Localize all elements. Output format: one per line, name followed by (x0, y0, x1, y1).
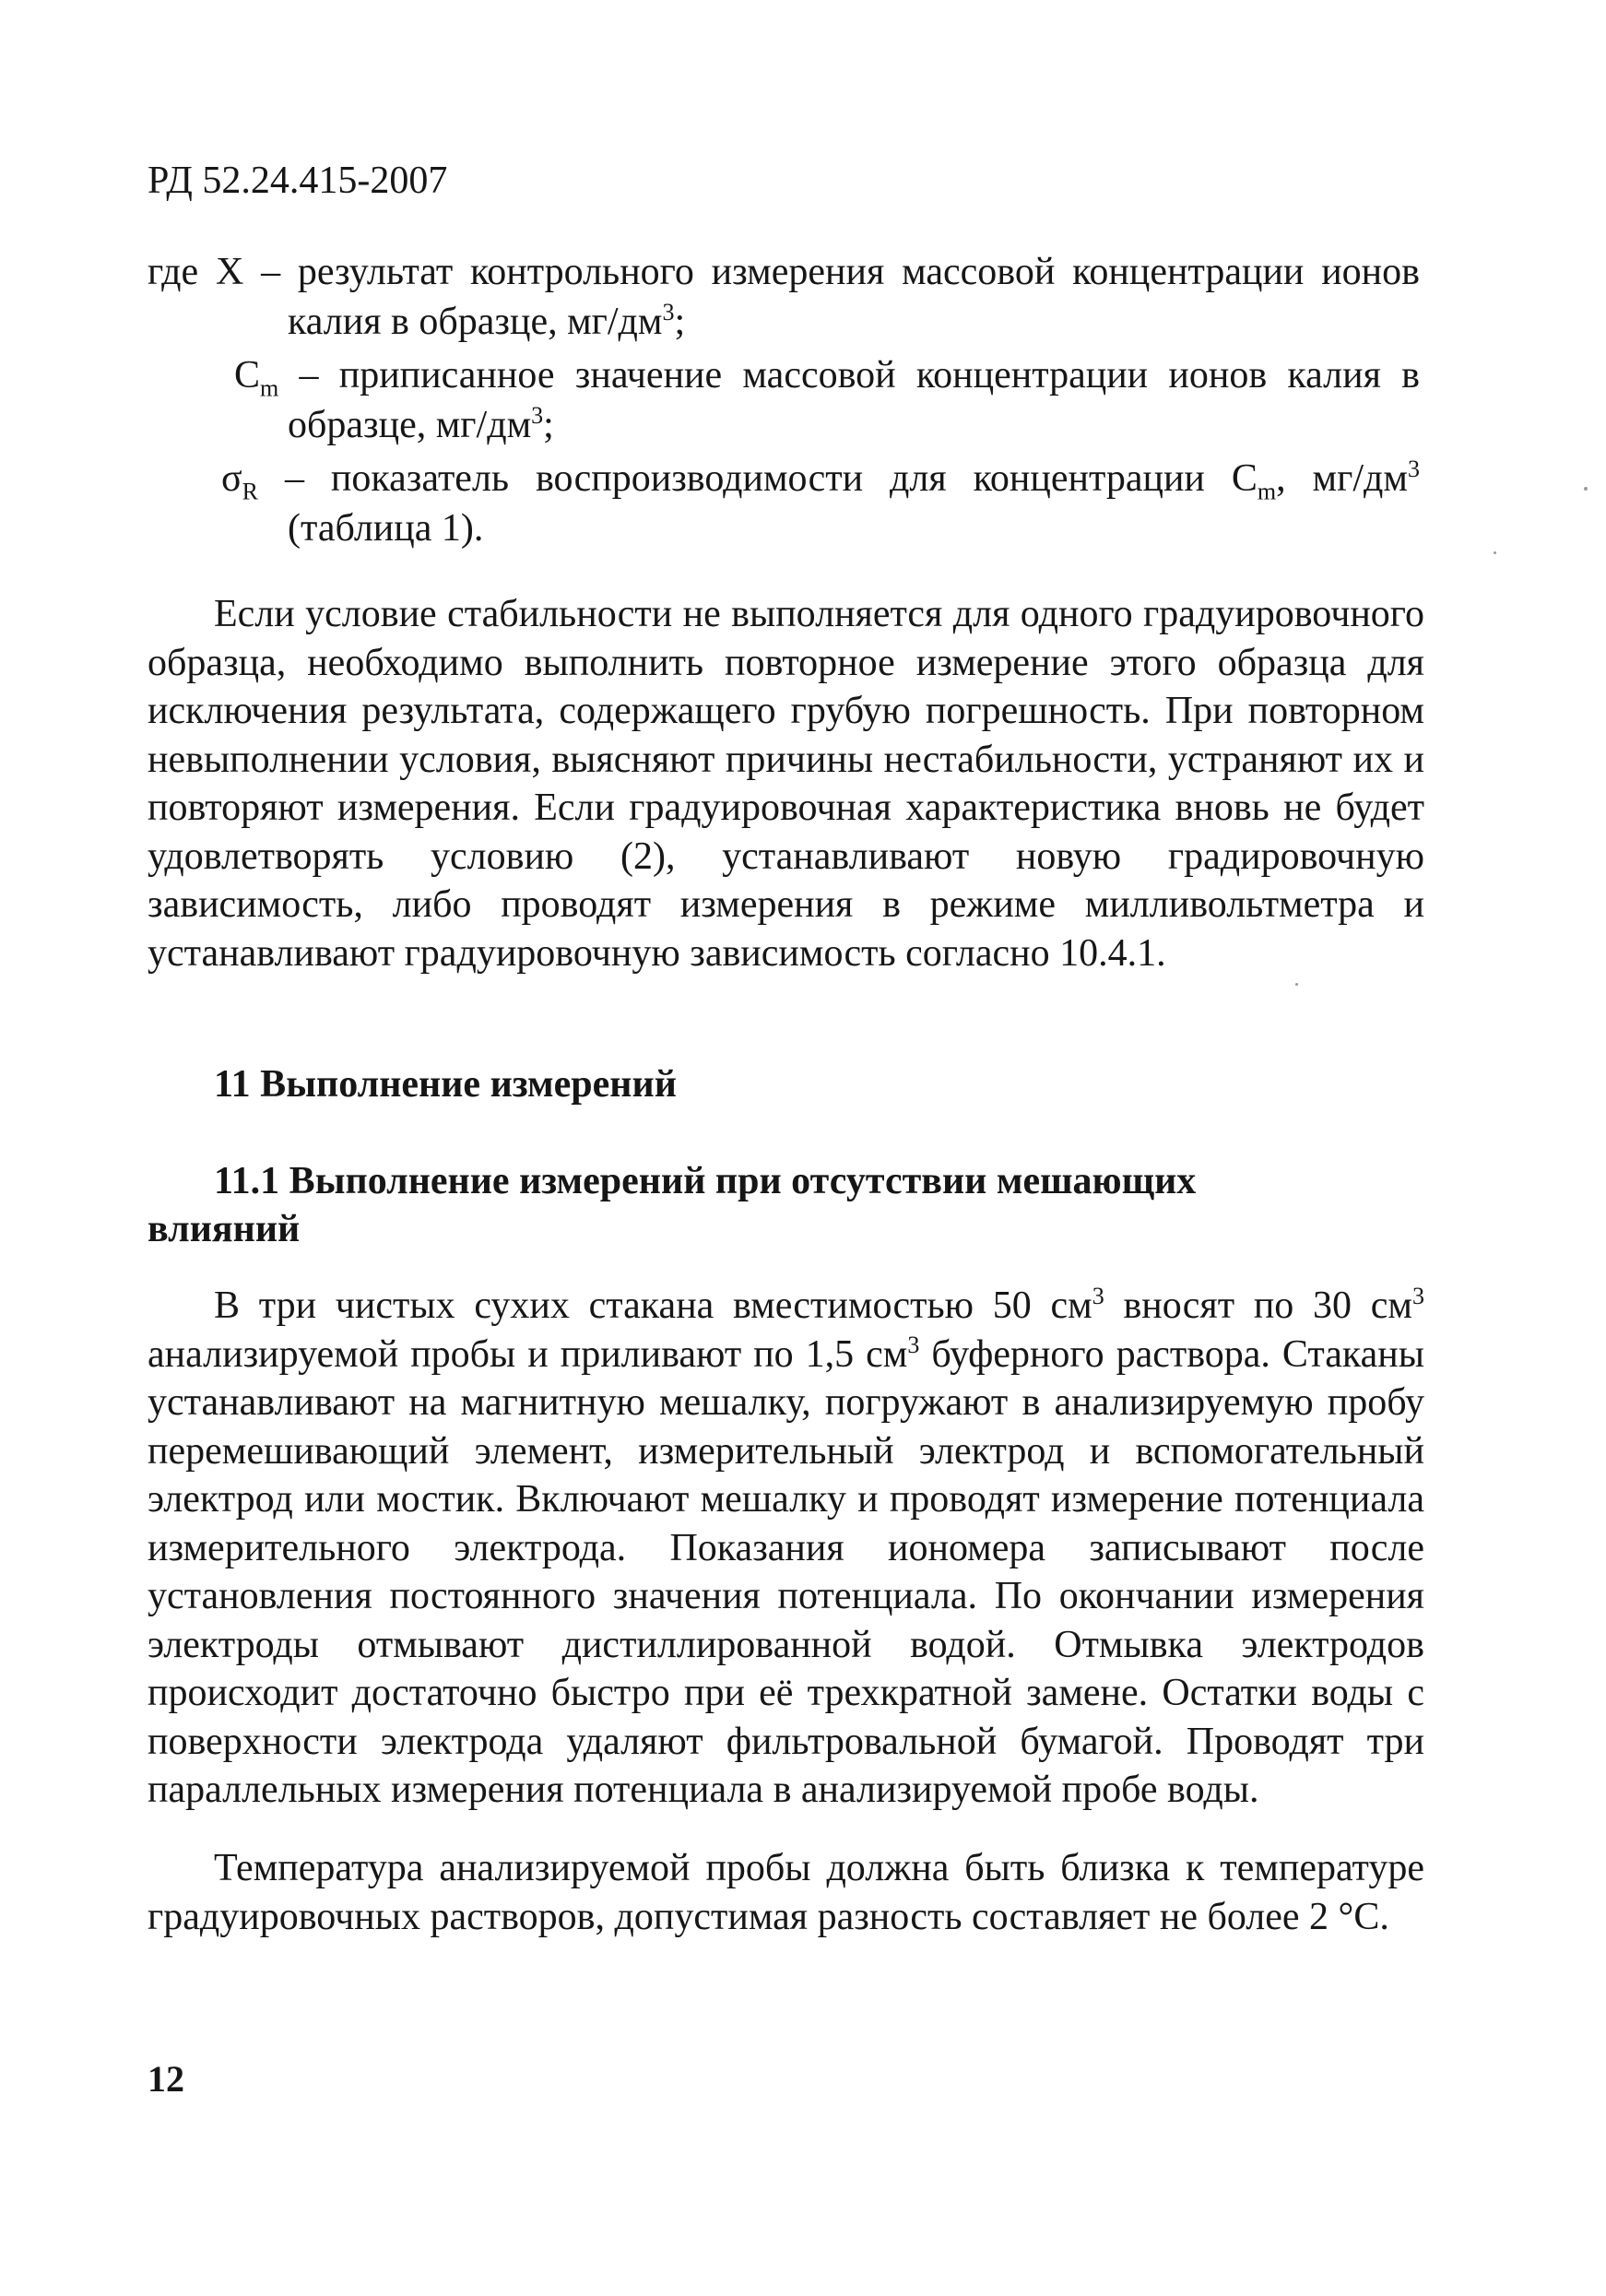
definition-x (148, 247, 1420, 347)
paragraph-measurement-procedure (148, 1282, 1424, 1815)
document-id: РД 52.24.415-2007 (148, 160, 448, 202)
scan-speck (1494, 551, 1496, 554)
paragraph2-exponent1: 3 (1092, 1283, 1104, 1309)
scan-speck (1295, 983, 1298, 986)
section-title: 11 Выполнение измерений (214, 1063, 677, 1106)
definition-x-exponent: 3 (662, 299, 675, 325)
definition-x-lead: где X – (148, 251, 298, 293)
page-number: 12 (148, 2058, 184, 2100)
paragraph2-exponent3: 3 (907, 1331, 920, 1358)
paragraph2-part2: вносят по 30 см (1104, 1284, 1412, 1327)
definition-sigma-text2: , мг/дм (1276, 457, 1408, 500)
definition-sigma-symbol-subscript: R (242, 478, 259, 505)
paragraph2-exponent2: 3 (1411, 1283, 1424, 1309)
symbol-definitions (148, 247, 1420, 557)
definition-sigma-text1: – показатель воспроизводимости для концентрации C (258, 457, 1258, 500)
definition-sigma-symbol: σ (221, 457, 242, 500)
definition-sigma-tail: (таблица 1). (288, 507, 484, 550)
definition-sigma-text1-subscript: m (1257, 478, 1277, 505)
definition-x-tail: ; (674, 301, 686, 343)
definition-cm-exponent: 3 (531, 402, 544, 429)
paragraph2-part1: В три чистых сухих стакана вместимостью 50 см (214, 1284, 1092, 1327)
definition-cm-text: – приписанное значение массовой концентрации ионов калия в образце, мг/дм (278, 354, 1420, 446)
definition-cm-tail: ; (543, 404, 554, 446)
paragraph-temperature: Температура анализируемой пробы должна быть близка к температуре градуировочных растворов, допустимая разность составляет не более 2 °С. (148, 1847, 1424, 1938)
paragraph2-part4: буферного раствора. Стаканы устанавливают на магнитную мешалку, погружают в анализируемую пробу перемешивающий элемент, измерительный электрод и вспомогательный электрод или мостик. Включают мешалку и проводят измерение потенциала измерительного электрода. Показания иономера записывают после установления постоянного значения потенциала. По окончании измерения электроды отмывают дистиллированной водой. Отмывка электродов происходит достаточно быстро при её трехкратной замене. Остатки воды с поверхности электрода удаляют фильтровальной бумагой. Проводят три параллельных измерения потенциала в анализируемой пробе воды. (148, 1332, 1424, 1811)
paragraph-stability: Если условие стабильности не выполняется для одного градуировочного образца, необходимо выполнить повторное измерение этого образца для исключения результата, содержащего грубую погрешность. При повторном невыполнении условия, выясняют причины нестабильности, устраняют их и повторяют измерения. Если градуировочная характеристика вновь не будет удовлетворять условию (2), устанавливают новую градировочную зависимость, либо проводят измерения в режиме милливольтметра и устанавливают градуировочную зависимость согласно 10.4.1. (148, 593, 1424, 975)
definition-sigma-exponent: 3 (1407, 456, 1420, 482)
definition-cm (148, 350, 1420, 450)
definition-cm-symbol: C (234, 354, 261, 396)
definition-sigma (148, 454, 1420, 553)
definition-cm-symbol-subscript: m (260, 374, 279, 402)
paragraph2-part3: анализируемой пробы и приливают по 1,5 см (148, 1332, 908, 1376)
definition-x-text: результат контрольного измерения массовой концентрации ионов калия в образце, мг/дм (288, 251, 1420, 343)
subsection-title: 11.1 Выполнение измерений при отсутствии мешающих влияний (148, 1160, 1197, 1250)
scan-speck (1584, 487, 1588, 491)
